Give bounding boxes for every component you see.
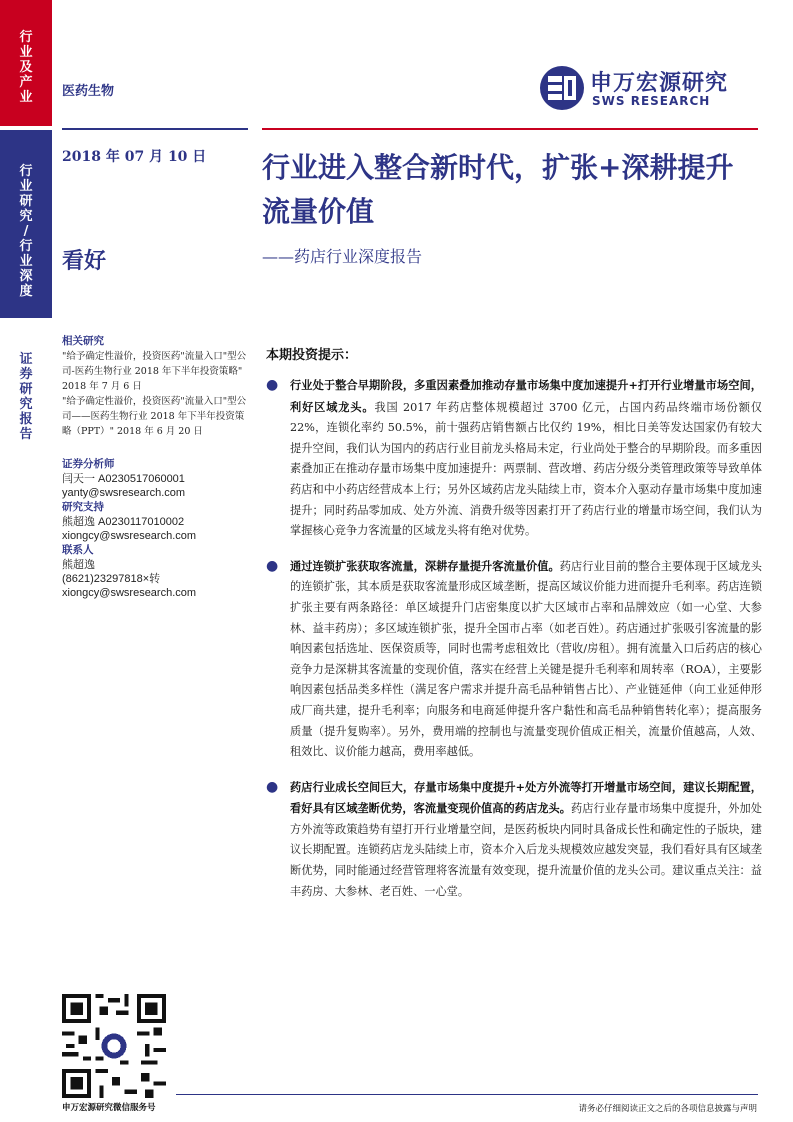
side-label-char: / — [23, 224, 29, 239]
side-label-industry — [0, 30, 52, 105]
side-label-char: 报 — [19, 412, 33, 427]
side-band-securities — [0, 322, 52, 1122]
side-label-char: 及 — [19, 60, 33, 75]
header-rule-left — [62, 128, 248, 130]
investment-highlights — [262, 344, 762, 916]
bullet-text: 药店行业目前的整合主要体现于区域龙头的连锁扩张，其本质是获取客流量形成区域垄断，提高区域议价能力进而提升毛利率。药店连锁扩张主要有两条路径：单区域提升门店密集度以扩大区域市占率和品牌效应（如一心堂、大参林、益丰药房）；多区域连锁扩张，提升全国市占率（如老百姓）。药店通过扩张吸引客流量的影响因素包括选址、医保资质等，同时也需考虑租效比（营收/房租）。拥有流量入口后药店的核心竞争力是深耕其客流量的变现价值，落实在经营上关键是提升毛利率和周转率（ROA），主要影响因素包括品类多样性（满足客户需求并提升高毛品种销售占比）、产业链延伸（向工业延伸形成厂商共建，提升毛利率；向服务和电商延伸提升客户黏性和高毛品种销售转化率）；提高服务质量（提升复购率）。另外，费用端的控制也与流量变现价值成正相关，流量价值越高，人效、租效比、议价能力越高，费用率越低。 — [290, 559, 762, 759]
highlight-bullet — [262, 556, 762, 763]
side-label-char: 业 — [19, 45, 33, 60]
related-heading: 相关研究 — [62, 335, 104, 347]
side-band-report-type — [0, 130, 52, 318]
analyst-heading: 证券分析师 — [62, 458, 115, 470]
side-label-char: 告 — [19, 427, 33, 442]
side-label-securities — [0, 352, 52, 442]
bullet-dot-icon: ● — [266, 557, 279, 574]
contact-heading: 联系人 — [62, 544, 94, 556]
report-title: 行业进入整合新时代，扩张+深耕提升流量价值 — [262, 151, 734, 228]
disclaimer-footer: 请务必仔细阅读正文之后的各项信息披露与声明 — [578, 1104, 757, 1114]
bullet-lead: 通过连锁扩张获取客流量，深耕存量提升客流量价值。 — [290, 558, 560, 573]
wechat-qr-code-icon[interactable] — [62, 994, 166, 1098]
bullet-text: 药店行业存量市场集中度提升，外加处方外流等政策趋势有望打开行业增量空间，是医药板块内同时具备成长性和确定性的子版块，建议长期配置。连锁药店龙头陆续上市，资本介入后龙头规模效应越发突显，我们看好具有区域垄断优势，同时能通过经营管理将客流量有效变现，提升流量价值的龙头公司。建议重点关注：益丰药房、大参林、老百姓、一心堂。 — [290, 802, 762, 898]
analyst-email[interactable]: yanty@swsresearch.com — [62, 487, 186, 499]
bullet-dot-icon: ● — [266, 377, 279, 393]
header-rule-right — [262, 128, 758, 130]
side-label-char: 业 — [19, 90, 33, 105]
side-label-char: 行 — [19, 164, 33, 179]
rating: 看好 — [62, 248, 107, 274]
side-label-char: 研 — [19, 382, 33, 397]
contact-name: 熊超逸 — [62, 559, 95, 571]
logo-cn-text: 申万宏源研究 — [590, 71, 729, 96]
side-label-char: 深 — [19, 269, 33, 284]
side-band-industry — [0, 0, 52, 126]
support-heading: 研究支持 — [62, 501, 104, 513]
qr-label: 申万宏源研究微信服务号 — [62, 1103, 156, 1113]
side-label-char: 究 — [19, 397, 33, 412]
side-label-report-type — [0, 164, 52, 299]
side-label-char: 度 — [19, 284, 33, 299]
highlights-heading: 本期投资提示： — [266, 348, 358, 363]
side-label-char: 业 — [19, 254, 33, 269]
side-label-char: 业 — [19, 179, 33, 194]
contact-phone: (8621)23297818×转 — [62, 573, 161, 585]
related-item[interactable]: "给予确定性溢价，投资医药"流量入口"型公司-医药生物行业 2018 年下半年投资策略" 2018 年 7 月 6 日 — [62, 351, 247, 392]
sws-logo-icon — [538, 64, 586, 112]
bullet-dot-icon: ● — [266, 778, 279, 795]
side-label-char: 产 — [19, 75, 33, 90]
highlight-bullet — [262, 375, 762, 542]
related-item[interactable]: "给予确定性溢价，投资医药"流量入口"型公司——医药生物行业 2018 年下半年投资策略（PPT）" 2018 年 6 月 20 日 — [62, 396, 247, 437]
side-label-char: 证 — [19, 352, 33, 367]
report-subtitle: ——药店行业深度报告 — [262, 247, 423, 266]
bullet-text: 我国 2017 年药店整体规模超过 3700 亿元，占国内药品终端市场份额仅 22%，连锁化率约 50.5%，前十强药店销售额占比仅约 19%，相比日美等发达国家仍有较大提升空间，我们认为国内的药店行业目前龙头格局未定，行业尚处于整合的早期阶段。而多重因素叠加正在推动存量市场集中度加速提升：两票制、营改增、药店分级分类管理政策等导致单体药店和中小药店经营成本上行；另外区域药店龙头陆续上市，资本介入驱动存量市场集中度加速提升；同时药品零加成、处方外流、消费升级等因素打开了药店行业的增量市场空间，我们认为掌握核心竞争力客流量的区域龙头将有绝对优势。 — [290, 400, 762, 538]
report-date: 2018 年 07 月 10 日 — [62, 149, 207, 165]
left-info-column — [62, 334, 248, 600]
analyst-name: 闫天一 A0230517060001 — [62, 473, 185, 485]
side-label-char: 券 — [19, 367, 33, 382]
side-label-char: 行 — [19, 30, 33, 45]
contact-email[interactable]: xiongcy@swsresearch.com — [62, 587, 197, 599]
highlight-bullet — [262, 777, 762, 903]
sector-label: 医药生物 — [62, 84, 115, 99]
support-name: 熊超逸 A0230117010002 — [62, 516, 185, 528]
support-email[interactable]: xiongcy@swsresearch.com — [62, 530, 197, 542]
sws-logo — [538, 64, 758, 114]
footer-rule — [176, 1094, 758, 1095]
bullet-lead: 行业处于整合早期阶段，多重因素叠加推动存量市场集中度加速提升+打开行业增量市场空间，利好区域龙头。 — [290, 378, 762, 414]
bullet-lead: 药店行业成长空间巨大，存量市场集中度提升+处方外流等打开增量市场空间，建议长期配置，看好具有区域垄断优势，客流量变现价值高的药店龙头。 — [290, 779, 762, 816]
logo-en-text: SWS RESEARCH — [592, 94, 711, 108]
side-label-char: 行 — [19, 239, 33, 254]
side-label-char: 研 — [19, 194, 33, 209]
side-label-char: 究 — [19, 209, 33, 224]
